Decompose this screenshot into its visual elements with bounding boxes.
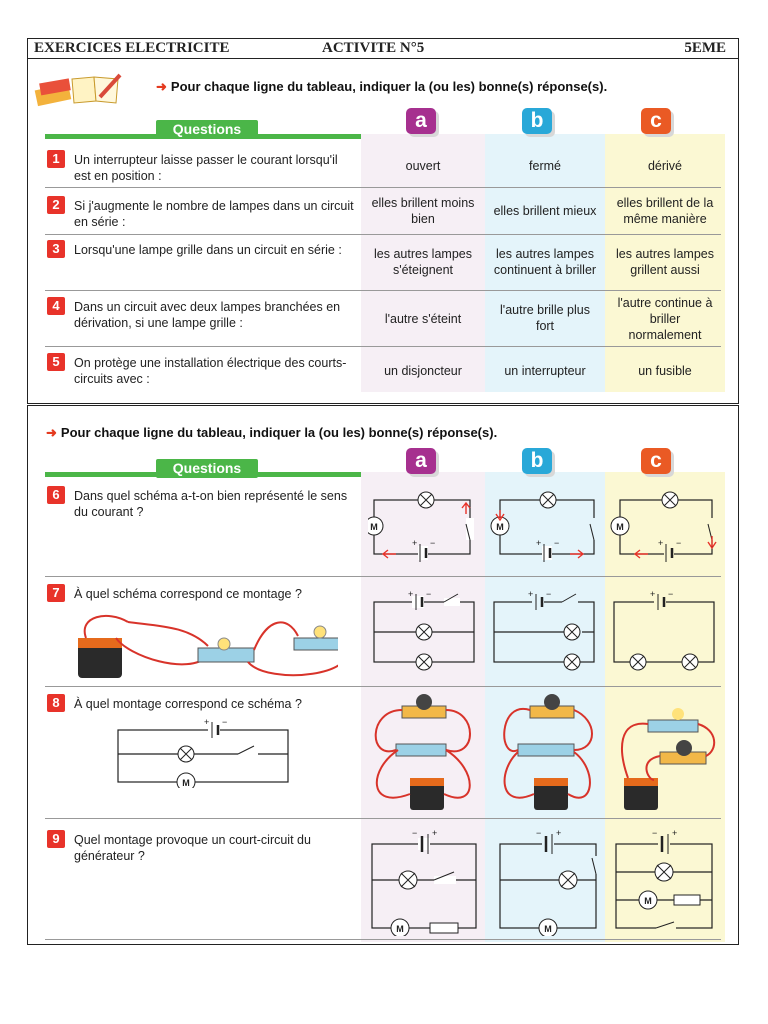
- svg-text:+: +: [432, 828, 438, 838]
- svg-text:M: M: [496, 522, 504, 532]
- svg-text:M: M: [182, 778, 190, 788]
- question-text: Quel montage provoque un court-circuit du générateur ?: [74, 833, 311, 863]
- answer-b[interactable]: les autres lampes continuent à briller: [493, 247, 597, 277]
- answer-c[interactable]: dérivé: [647, 159, 683, 173]
- choice-a-label: a: [406, 448, 436, 474]
- answer-a[interactable]: un disjoncteur: [384, 364, 462, 378]
- choice-b-label: b: [522, 108, 552, 134]
- question-text: À quel montage correspond ce schéma ?: [74, 697, 302, 711]
- answer-b[interactable]: l'autre brille plus fort: [500, 303, 590, 333]
- row-divider: [45, 234, 721, 235]
- svg-text:+: +: [536, 538, 542, 548]
- row-divider: [45, 346, 721, 347]
- svg-text:M: M: [644, 896, 652, 906]
- circuit-6c[interactable]: [608, 484, 720, 566]
- circuit-6b[interactable]: [488, 484, 600, 566]
- answer-b[interactable]: un interrupteur: [504, 364, 586, 378]
- header-activity: ACTIVITE N°5: [322, 40, 425, 56]
- circuit-9a[interactable]: [368, 826, 480, 936]
- row-divider: [45, 187, 721, 188]
- instruction-text: Pour chaque ligne du tableau, indiquer la (ou les) bonne(s) réponse(s).: [60, 425, 498, 440]
- schema-8: [114, 716, 294, 788]
- answer-a[interactable]: ouvert: [405, 159, 441, 173]
- question-text: À quel schéma correspond ce montage ?: [74, 587, 302, 601]
- svg-text:+: +: [412, 538, 418, 548]
- svg-text:−: −: [668, 589, 674, 599]
- answer-b[interactable]: fermé: [529, 159, 561, 173]
- question-text: Dans quel schéma a-t-on bien représenté le sens du courant ?: [74, 489, 348, 519]
- svg-text:−: −: [430, 538, 436, 548]
- question-number: 5: [47, 353, 65, 371]
- question-text: On protège une installation électrique des courts-circuits avec :: [74, 356, 347, 386]
- question-text: Si j'augmente le nombre de lampes dans un circuit en série :: [74, 199, 354, 229]
- svg-text:+: +: [556, 828, 562, 838]
- question-number: 2: [47, 196, 65, 214]
- circuit-6a[interactable]: [368, 484, 480, 566]
- svg-text:−: −: [554, 538, 560, 548]
- row-divider: [45, 818, 721, 819]
- question-number: 8: [47, 694, 65, 712]
- row-divider: [45, 939, 721, 940]
- questions-label: Questions: [156, 120, 258, 139]
- answer-c[interactable]: un fusible: [638, 364, 692, 378]
- circuit-7b[interactable]: [488, 588, 600, 674]
- row-divider: [45, 686, 721, 687]
- circuit-9b[interactable]: [488, 826, 600, 936]
- svg-text:−: −: [652, 828, 658, 838]
- svg-text:+: +: [650, 589, 656, 599]
- circuit-9c[interactable]: [608, 826, 720, 936]
- question-number: 1: [47, 150, 65, 168]
- choice-c-label: c: [641, 448, 671, 474]
- answer-b[interactable]: elles brillent mieux: [493, 204, 597, 218]
- answer-a[interactable]: elles brillent moins bien: [371, 196, 475, 226]
- svg-text:M: M: [544, 924, 552, 934]
- instruction-2: [46, 425, 497, 441]
- montage-8c[interactable]: [608, 690, 720, 816]
- header-title: EXERCICES ELECTRICITE: [34, 40, 230, 56]
- circuit-7a[interactable]: [368, 588, 480, 674]
- svg-text:−: −: [676, 538, 682, 548]
- question-text: Dans un circuit avec deux lampes branchées en dérivation, si une lampe grille :: [74, 300, 341, 330]
- choice-c-label: c: [641, 108, 671, 134]
- svg-text:M: M: [370, 522, 378, 532]
- svg-text:+: +: [408, 589, 414, 599]
- answer-c[interactable]: les autres lampes grillent aussi: [616, 247, 714, 277]
- arrow-icon: ➜: [156, 79, 167, 94]
- svg-text:−: −: [222, 717, 228, 727]
- question-text: Un interrupteur laisse passer le courant lorsqu'il est en position :: [74, 153, 338, 183]
- questions-label: Questions: [156, 459, 258, 478]
- svg-text:−: −: [426, 589, 432, 599]
- svg-text:−: −: [546, 589, 552, 599]
- answer-c[interactable]: elles brillent de la même manière: [616, 196, 714, 226]
- montage-8b[interactable]: [488, 690, 600, 816]
- row-divider: [45, 290, 721, 291]
- choice-a-label: a: [406, 108, 436, 134]
- answer-a[interactable]: les autres lampes s'éteignent: [374, 247, 472, 277]
- svg-text:M: M: [616, 522, 624, 532]
- question-text: Lorsqu'une lampe grille dans un circuit en série :: [74, 243, 342, 257]
- svg-text:−: −: [536, 828, 542, 838]
- worksheet-part-2: [27, 405, 739, 945]
- svg-text:M: M: [396, 924, 404, 934]
- header-level: 5EME: [684, 40, 726, 56]
- arrow-icon: ➜: [46, 425, 57, 440]
- question-number: 3: [47, 240, 65, 258]
- svg-text:+: +: [528, 589, 534, 599]
- svg-text:+: +: [204, 717, 210, 727]
- worksheet-header: [28, 39, 738, 59]
- montage-battery-lamps-illustration: [68, 606, 338, 686]
- worksheet-part-1: [27, 38, 739, 404]
- books-pencil-icon: [34, 73, 124, 107]
- montage-8a[interactable]: [368, 690, 480, 816]
- instruction-text: Pour chaque ligne du tableau, indiquer la (ou les) bonne(s) réponse(s).: [170, 79, 608, 94]
- instruction-1: [156, 79, 607, 95]
- svg-text:+: +: [672, 828, 678, 838]
- question-number: 7: [47, 584, 65, 602]
- question-number: 9: [47, 830, 65, 848]
- choice-b-label: b: [522, 448, 552, 474]
- question-number: 6: [47, 486, 65, 504]
- answer-c[interactable]: l'autre continue à briller normalement: [617, 296, 713, 342]
- answer-a[interactable]: l'autre s'éteint: [384, 312, 462, 326]
- circuit-7c[interactable]: [608, 588, 720, 674]
- svg-text:−: −: [412, 828, 418, 838]
- svg-text:+: +: [658, 538, 664, 548]
- question-number: 4: [47, 297, 65, 315]
- row-divider: [45, 576, 721, 577]
